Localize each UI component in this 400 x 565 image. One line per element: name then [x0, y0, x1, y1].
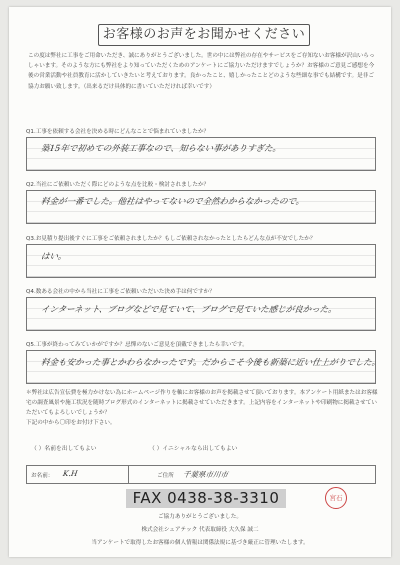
address-value[interactable]: 千葉県市川市 [182, 470, 229, 479]
question-2-answer-box[interactable] [26, 190, 376, 224]
footer-company: 株式会社シェアテック 代表取締役 大久保 誠二 [141, 527, 259, 533]
page-title: お客様のお声をお聞かせください [98, 24, 310, 46]
info-divider [128, 466, 129, 483]
question-4-answer: インターネット、ブログなどで見ていて、ブログで見ていた感じが良かった。 [40, 305, 338, 315]
option-name-ok[interactable]: （ ）名前を出してもよい [31, 446, 97, 452]
question-2-answer: 料金が一番でした。他社はやってないので全然わからなかったので。 [40, 197, 305, 207]
footer-thanks: ご協力ありがとうございました。 [158, 514, 242, 520]
question-3-answer-box[interactable] [26, 244, 376, 278]
notice-text: ＊弊社は広告宣伝費を極力かけない為にホームページ作りを軸にお客様のお声を掲載させて頂いております。本アンケート用紙またはお客様宅の調査風景や施工状況を随時ブログ形式のインターネットに掲載させていただきます。上記内容をインターネットや印刷物に掲載させていただいてもよろしいでしょうか？ [26, 390, 378, 416]
publication-notice [26, 388, 378, 428]
fax-number: FAX 0438-38-3310 [126, 489, 286, 508]
notice-instruction: 下記の中から〇印をお付け下さい。 [26, 420, 116, 426]
name-value[interactable]: K.H [62, 469, 79, 478]
name-label: お名前： [31, 473, 54, 479]
question-2-label: Q2.当社にご依頼いただく際にどのような点を比較・検討されましたか？ [26, 182, 210, 188]
question-1-answer-box[interactable] [26, 137, 376, 171]
question-3-answer: はい。 [40, 252, 68, 262]
question-1-answer: 築15年で初めての外装工事なので、知らない事がありすぎた。 [40, 144, 282, 154]
survey-form [9, 7, 391, 557]
question-1-label: Q1.工事を依頼する会社を決める時にどんなことで悩まれていましたか？ [26, 129, 210, 135]
question-3-label: Q3.お見積り提出後すぐに工事をご依頼されましたか？もしご依頼されなかったとしたらどんな点が不安でしたか？ [26, 236, 316, 242]
customer-info [26, 465, 376, 484]
question-4-answer-box[interactable] [26, 297, 376, 331]
option-initials-ok[interactable]: （ ）イニシャルなら出してもよい [149, 446, 238, 452]
question-5-answer-box[interactable] [26, 350, 381, 384]
seal-stamp: 宮石 [325, 487, 347, 509]
question-5-label: Q5.工事が終わってみていかがですか？忌憚のないご意見を頂戴できましたら幸いです。 [26, 342, 248, 348]
question-5-answer: 料金も安かった事とかわらなかったです。だからこそ今後も新築に近い仕上がりでした。 [40, 358, 381, 368]
footer-privacy: 当アンケートで取得したお客様の個人情報は関係法規に基づき厳正に管理いたします。 [91, 540, 309, 546]
intro-text: この度は弊社に工事をご用命いただき、誠にありがとうございました。世の中には弊社の存在やサービスをご存知ないお客様が沢山いらっしゃいます。そのような方にも弊社をより知っていただくためのアンケートにご協力いただけますでしょうか？お客様のご意見ご感想を今後の営業活動や社員教育に活かしていきたいと考えております。良かったこと、嬉しかったことどのような些細な事でも結構です。是非ご協力お願い致します。（出来るだけ具体的に書いていただければ幸いです） [28, 53, 375, 90]
question-4-label: Q4.数ある会社の中から当社に工事をご依頼いただいた決め手は何ですか？ [26, 289, 215, 295]
address-label: ご住所 [157, 473, 174, 479]
